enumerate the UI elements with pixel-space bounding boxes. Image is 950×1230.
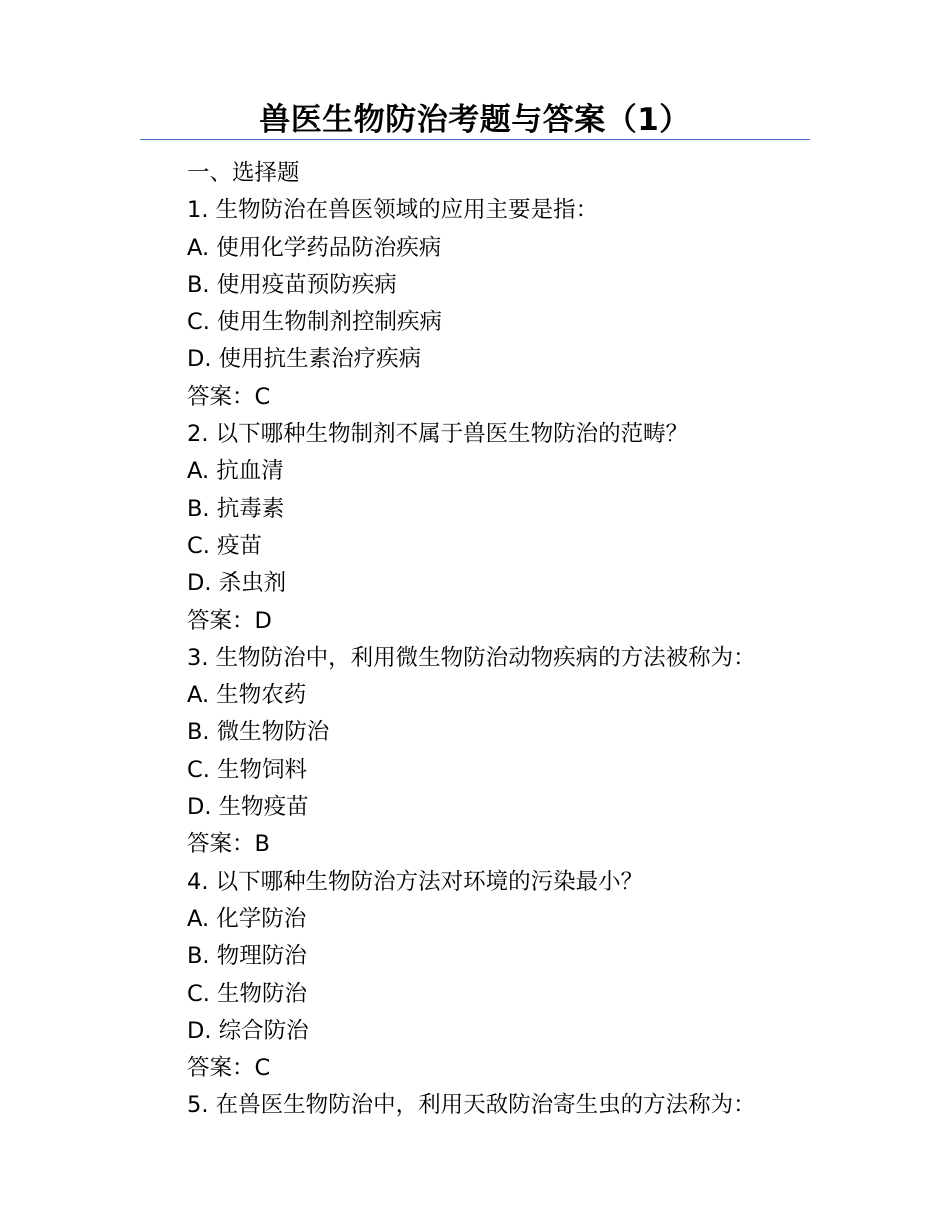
option-a: A. 使用化学药品防治疾病 — [187, 234, 442, 261]
option-b: B. 抗毒素 — [187, 495, 285, 522]
document-title: 兽医生物防治考题与答案（1） — [259, 102, 691, 138]
answer-text: 答案：D — [187, 607, 272, 634]
question-text: 3. 生物防治中，利用微生物防治动物疾病的方法被称为： — [187, 644, 756, 671]
option-c: C. 生物防治 — [187, 980, 308, 1007]
question-text: 1. 生物防治在兽医领域的应用主要是指： — [187, 197, 599, 224]
answer-text: 答案：B — [187, 831, 270, 858]
option-a: A. 化学防治 — [187, 905, 307, 932]
option-d: D. 综合防治 — [187, 1017, 309, 1044]
option-d: D. 杀虫剂 — [187, 570, 287, 597]
option-c: C. 疫苗 — [187, 532, 263, 559]
option-c: C. 生物饲料 — [187, 756, 308, 783]
option-d: D. 生物疫苗 — [187, 794, 309, 821]
option-b: B. 物理防治 — [187, 943, 307, 970]
question-text: 2. 以下哪种生物制剂不属于兽医生物防治的范畴？ — [187, 421, 689, 448]
answer-text: 答案：C — [187, 1055, 271, 1082]
title-underline — [140, 139, 810, 140]
option-b: B. 使用疫苗预防疾病 — [187, 271, 397, 298]
option-b: B. 微生物防治 — [187, 719, 330, 746]
document-body — [187, 155, 827, 1125]
option-a: A. 抗血清 — [187, 458, 284, 485]
question-text: 5. 在兽医生物防治中，利用天敌防治寄生虫的方法称为： — [187, 1092, 756, 1119]
option-d: D. 使用抗生素治疗疾病 — [187, 346, 422, 373]
option-a: A. 生物农药 — [187, 682, 307, 709]
answer-text: 答案：C — [187, 383, 271, 410]
question-text: 4. 以下哪种生物防治方法对环境的污染最小？ — [187, 868, 644, 895]
option-c: C. 使用生物制剂控制疾病 — [187, 309, 443, 336]
section-heading: 一、选择题 — [187, 160, 300, 186]
